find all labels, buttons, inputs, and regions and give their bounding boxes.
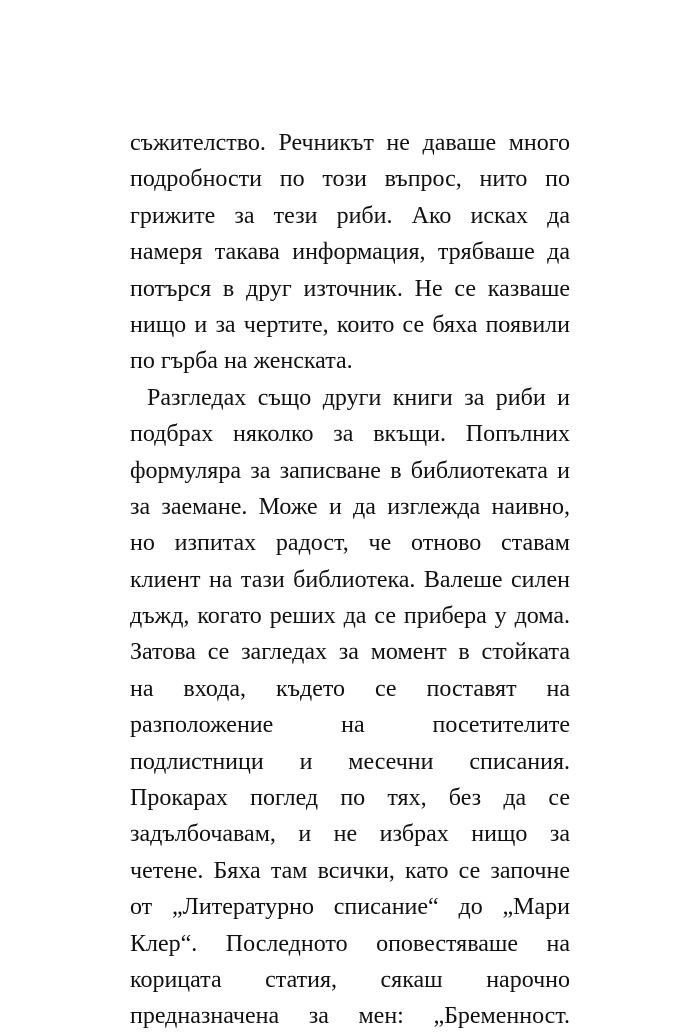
text-line: потърся в друг източник. Не се казваше xyxy=(130,275,570,302)
text-line: на входа, където се поставят на xyxy=(130,675,570,702)
text-line: съжителство. Речникът не даваше много xyxy=(130,130,570,156)
text-line: за заемане. Може и да изглежда наивно, xyxy=(130,493,570,520)
text-line: по гърба на женската. xyxy=(130,348,353,375)
text-line: задълбочавам, и не избрах нищо за xyxy=(130,821,570,848)
text-line: Затова се загледах за момент в стойката xyxy=(130,639,570,666)
text-line: разположение на посетителите xyxy=(130,712,570,739)
text-line: предназначена за мен: „Бременност. xyxy=(130,1003,570,1030)
text-line: но изпитах радост, че отново ставам xyxy=(130,530,570,557)
text-line: формуляра за записване в библиотеката и xyxy=(130,457,570,484)
text-line: корицата статия, сякаш нарочно xyxy=(130,966,570,993)
text-line: Клер“. Последното оповестяваше на xyxy=(130,930,570,957)
text-line: Прокарах поглед по тях, без да се xyxy=(130,785,570,812)
text-line: дъжд, когато реших да се прибера у дома. xyxy=(130,603,570,630)
text-line: нищо и за чертите, които се бяха появили xyxy=(130,311,570,338)
text-line: намеря такава информация, трябваше да xyxy=(130,239,570,266)
text-line: четене. Бяха там всички, като се започне xyxy=(130,857,570,884)
text-line: Разгледах също други книги за риби и xyxy=(147,384,570,411)
text-line: грижите за тези риби. Ако исках да xyxy=(130,202,570,229)
body-text xyxy=(130,125,570,1035)
text-line: от „Литературно списание“ до „Мари xyxy=(130,894,570,921)
text-line: подлистници и месечни списания. xyxy=(130,748,570,775)
text-line: клиент на тази библиотека. Валеше силен xyxy=(130,566,570,593)
text-line: подробности по този въпрос, нито по xyxy=(130,166,570,193)
text-line: подбрах няколко за вкъщи. Попълних xyxy=(130,421,570,448)
